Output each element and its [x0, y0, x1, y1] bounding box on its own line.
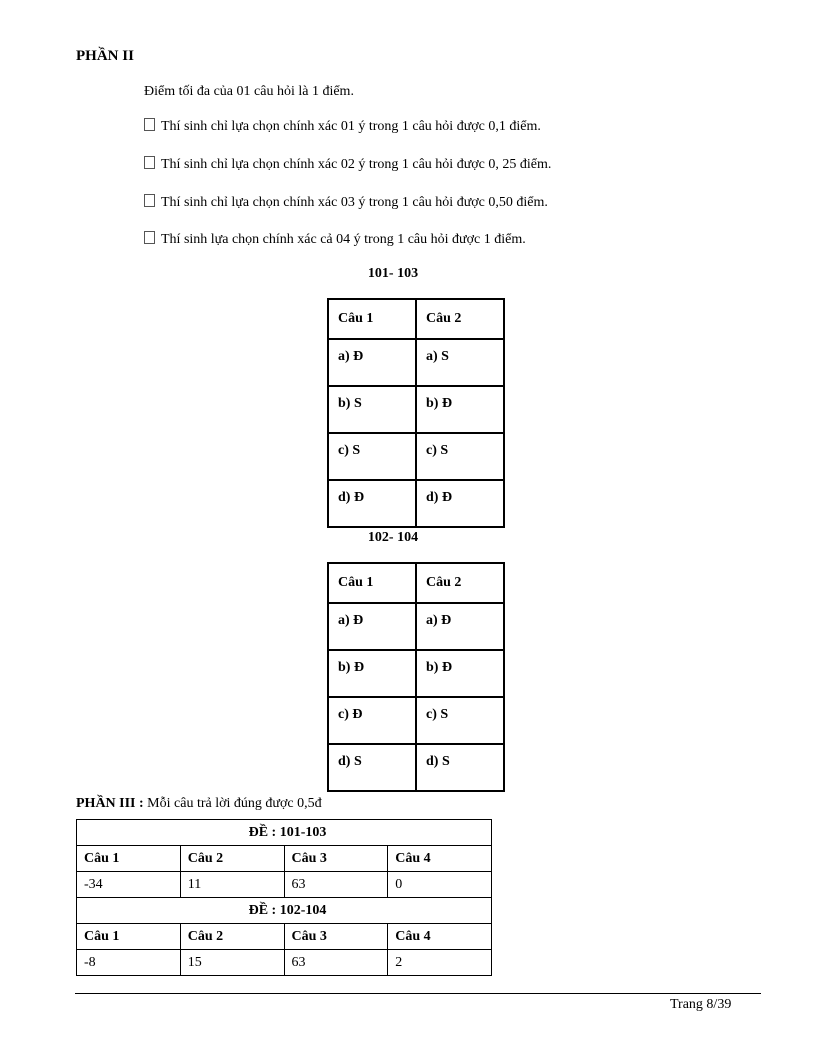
- rule-text: Thí sinh chỉ lựa chọn chính xác 03 ý trong 1 câu hỏi được 0,50 điểm.: [161, 195, 548, 210]
- section-title-part2: PHẦN II: [76, 48, 134, 64]
- table-header-cell: Câu 1: [77, 846, 181, 872]
- checkbox-glyph-icon: [144, 231, 155, 244]
- table-header-cell: Câu 4: [388, 924, 492, 950]
- exam-code-heading: ĐỀ : 102-104: [77, 898, 492, 924]
- answer-cell: d) S: [416, 744, 504, 791]
- answer-cell: c) S: [328, 433, 416, 480]
- part3-answer-table: [76, 819, 492, 976]
- page-number: Trang 8/39: [670, 997, 732, 1012]
- table-header-cell: Câu 2: [416, 563, 504, 603]
- table-header-cell: Câu 3: [284, 924, 388, 950]
- table-header-cell: Câu 2: [416, 299, 504, 339]
- code-title-102-104: 102- 104: [367, 530, 419, 545]
- checkbox-glyph-icon: [144, 156, 155, 169]
- part3-label: PHẦN III :: [76, 796, 144, 811]
- exam-code-heading: ĐỀ : 101-103: [77, 820, 492, 846]
- answer-cell: b) S: [328, 386, 416, 433]
- answer-cell: d) Đ: [416, 480, 504, 527]
- answer-value-cell: 11: [180, 872, 284, 898]
- answer-value-cell: 63: [284, 950, 388, 976]
- answer-table-102-104: [327, 562, 505, 792]
- table-header-cell: Câu 1: [328, 299, 416, 339]
- checkbox-glyph-icon: [144, 118, 155, 131]
- answer-value-cell: 2: [388, 950, 492, 976]
- answer-cell: a) Đ: [328, 339, 416, 386]
- table-header-cell: Câu 1: [77, 924, 181, 950]
- code-title-101-103: 101- 103: [367, 266, 419, 281]
- answer-value-cell: -34: [77, 872, 181, 898]
- part3-note: Mỗi câu trả lời đúng được 0,5đ: [143, 796, 322, 811]
- answer-value-cell: 63: [284, 872, 388, 898]
- answer-value-cell: 15: [180, 950, 284, 976]
- table-header-cell: Câu 4: [388, 846, 492, 872]
- answer-cell: c) Đ: [328, 697, 416, 744]
- table-header-cell: Câu 2: [180, 846, 284, 872]
- table-header-cell: Câu 2: [180, 924, 284, 950]
- max-score-note: Điểm tối đa của 01 câu hỏi là 1 điểm.: [144, 84, 354, 99]
- answer-cell: a) Đ: [328, 603, 416, 650]
- answer-value-cell: -8: [77, 950, 181, 976]
- answer-cell: d) S: [328, 744, 416, 791]
- rule-item: [144, 118, 541, 135]
- answer-cell: a) S: [416, 339, 504, 386]
- answer-cell: b) Đ: [416, 386, 504, 433]
- rule-text: Thí sinh chỉ lựa chọn chính xác 02 ý trong 1 câu hỏi được 0, 25 điểm.: [161, 157, 552, 172]
- rule-item: [144, 231, 526, 248]
- answer-cell: a) Đ: [416, 603, 504, 650]
- checkbox-glyph-icon: [144, 194, 155, 207]
- answer-cell: b) Đ: [416, 650, 504, 697]
- footer-divider: [75, 993, 761, 994]
- table-header-cell: Câu 3: [284, 846, 388, 872]
- section-title-part3: [76, 796, 322, 812]
- table-header-cell: Câu 1: [328, 563, 416, 603]
- answer-cell: c) S: [416, 433, 504, 480]
- answer-table-101-103: [327, 298, 505, 528]
- answer-cell: c) S: [416, 697, 504, 744]
- answer-cell: d) Đ: [328, 480, 416, 527]
- answer-cell: b) Đ: [328, 650, 416, 697]
- rule-text: Thí sinh chỉ lựa chọn chính xác 01 ý trong 1 câu hỏi được 0,1 điểm.: [161, 119, 541, 134]
- rule-text: Thí sinh lựa chọn chính xác cả 04 ý trong 1 câu hỏi được 1 điểm.: [161, 232, 526, 247]
- rule-item: [144, 194, 548, 211]
- rule-item: [144, 156, 551, 173]
- answer-value-cell: 0: [388, 872, 492, 898]
